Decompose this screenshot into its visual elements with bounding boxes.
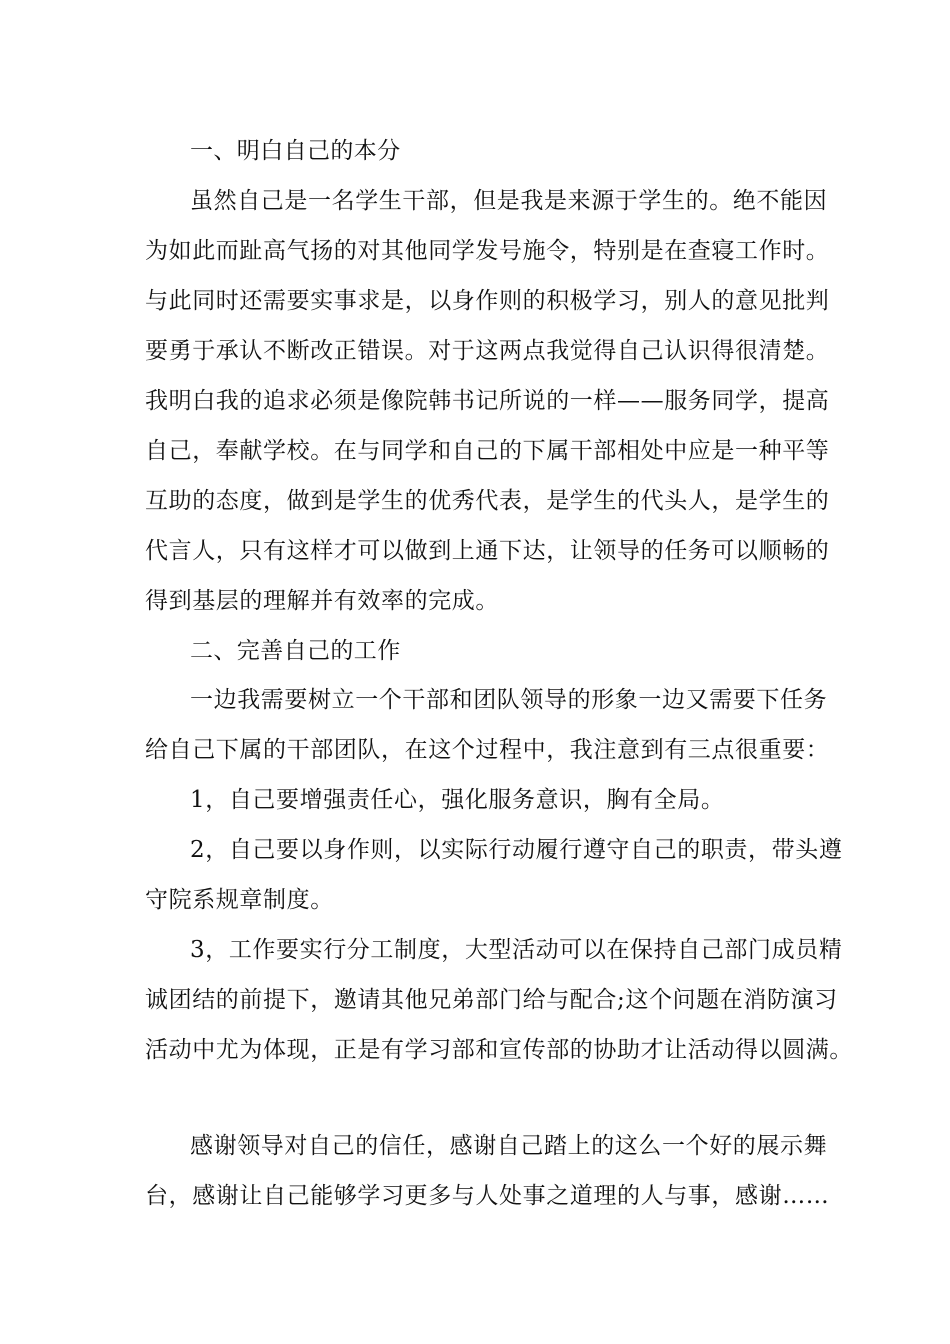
section-1-line-8: 代言人，只有这样才可以做到上通下达，让领导的任务可以顺畅的 xyxy=(145,538,830,564)
section-1-line-3: 与此同时还需要实事求是，以身作则的积极学习，别人的意见批判 xyxy=(145,288,830,314)
section-1-line-9: 得到基层的理解并有效率的完成。 xyxy=(145,588,499,614)
point-3-line-1: 3，工作要实行分工制度，大型活动可以在保持自己部门成员精 xyxy=(190,937,843,963)
point-3-line-3: 活动中尤为体现，正是有学习部和宣传部的协助才让活动得以圆满。 xyxy=(145,1037,853,1063)
closing-line-1: 感谢领导对自己的信任，感谢自己踏上的这么一个好的展示舞 xyxy=(190,1133,828,1159)
point-2-line-2: 守院系规章制度。 xyxy=(145,887,334,913)
point-2-line-1: 2，自己要以身作则，以实际行动履行遵守自己的职责，带头遵 xyxy=(190,837,843,863)
section-1-line-1: 虽然自己是一名学生干部，但是我是来源于学生的。绝不能因 xyxy=(190,188,828,214)
section-2-intro-line-2: 给自己下属的干部团队，在这个过程中，我注意到有三点很重要： xyxy=(145,737,830,763)
section-2-intro-line-1: 一边我需要树立一个干部和团队领导的形象一边又需要下任务 xyxy=(190,687,828,713)
closing-line-2: 台，感谢让自己能够学习更多与人处事之道理的人与事，感谢…… xyxy=(145,1183,830,1209)
section-1-line-7: 互助的态度，做到是学生的优秀代表，是学生的代头人，是学生的 xyxy=(145,488,830,514)
section-1-line-2: 为如此而趾高气扬的对其他同学发号施令，特别是在查寝工作时。 xyxy=(145,238,830,264)
point-3-line-2: 诚团结的前提下，邀请其他兄弟部门给与配合;这个问题在消防演习 xyxy=(145,987,838,1013)
section-1-line-5: 我明白我的追求必须是像院韩书记所说的一样——服务同学，提高 xyxy=(145,388,830,414)
section-2-heading: 二、完善自己的工作 xyxy=(190,638,401,664)
point-1-line-1: 1，自己要增强责任心，强化服务意识，胸有全局。 xyxy=(190,787,725,813)
section-1-heading: 一、明白自己的本分 xyxy=(190,138,401,164)
section-1-line-4: 要勇于承认不断改正错误。对于这两点我觉得自己认识得很清楚。 xyxy=(145,338,830,364)
section-1-line-6: 自己，奉献学校。在与同学和自己的下属干部相处中应是一种平等 xyxy=(145,438,830,464)
